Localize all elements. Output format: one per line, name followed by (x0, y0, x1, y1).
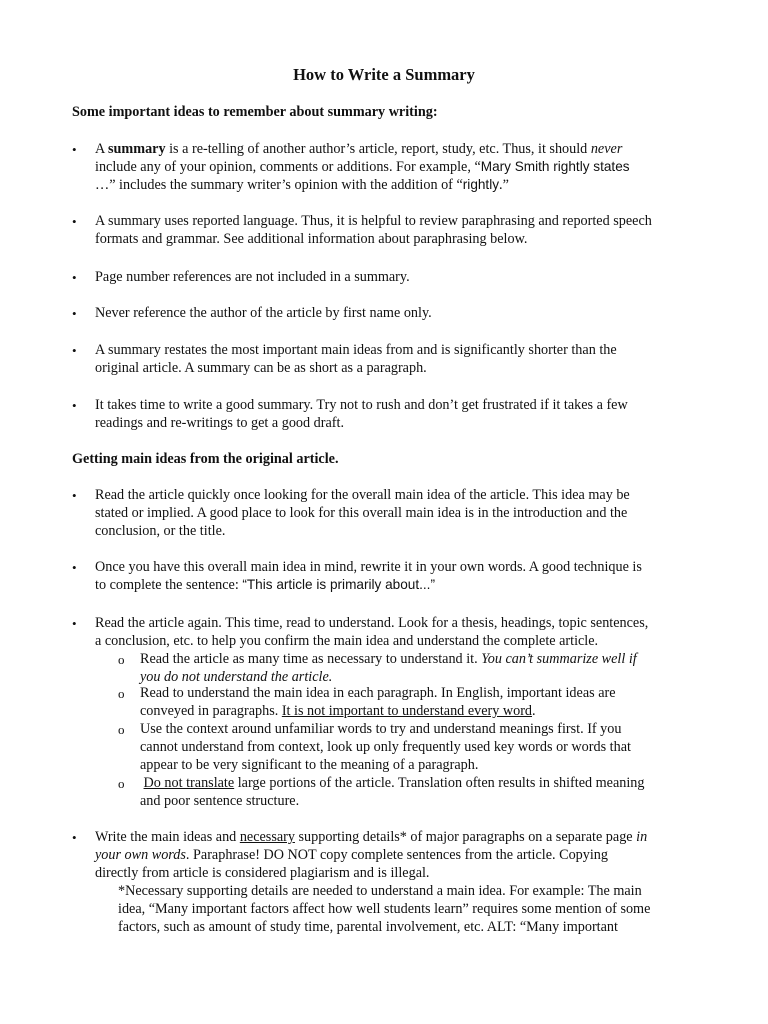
bullet-marker: • (72, 142, 77, 157)
text-line: A summary restates the most important main ideas from and is significantly shorter than the (95, 342, 617, 358)
text-line: directly from article is considered plagiarism and is illegal. (95, 865, 430, 881)
text-line: Read the article quickly once looking for the overall main idea of the article. This idea may be (95, 487, 630, 503)
text-line: your own words. Paraphrase! DO NOT copy complete sentences from the article. Copying (95, 847, 608, 863)
text-line: A summary uses reported language. Thus, it is helpful to review paraphrasing and reported speech (95, 213, 652, 229)
text-line: …” includes the summary writer’s opinion with the addition of “rightly.” (95, 177, 509, 193)
bullet-item-reported-language (95, 212, 705, 248)
supporting-details-note (118, 882, 708, 936)
text-line: Read to understand the main idea in each paragraph. In English, important ideas are (140, 685, 616, 701)
bullet-item-page-numbers: Page number references are not included in a summary. (95, 269, 410, 285)
bullet-item-summary-definition (95, 140, 705, 194)
text-line: and poor sentence structure. (140, 793, 300, 809)
text-line: stated or implied. A good place to look for this overall main idea is in the introduction and the (95, 505, 628, 521)
text-line: idea, “Many important factors affect how well students learn” requires some mention of some (118, 901, 651, 917)
text-line: Read the article as many time as necessary to understand it. You can’t summarize well if (140, 651, 637, 667)
bullet-item-restates-main-ideas (95, 341, 705, 377)
text-line: include any of your opinion, comments or additions. For example, “Mary Smith rightly states (95, 159, 630, 175)
sub-bullet-marker: o (118, 652, 125, 667)
bullet-marker: • (72, 830, 77, 845)
bullet-item-write-main-ideas (95, 828, 705, 882)
bullet-marker: • (72, 398, 77, 413)
bullet-item-read-again (95, 614, 705, 650)
text-line: conveyed in paragraphs. It is not important to understand every word. (140, 703, 536, 719)
sub-bullet-marker: o (118, 776, 125, 791)
text-line: formats and grammar. See additional information about paraphrasing below. (95, 231, 528, 247)
text-line: *Necessary supporting details are needed to understand a main idea. For example: The main (118, 883, 642, 899)
bullet-item-author-name: Never reference the author of the article by first name only. (95, 305, 432, 321)
text-line: cannot understand from context, look up only frequently used key words or words that (140, 739, 631, 755)
text-line: A summary is a re-telling of another author’s article, report, study, etc. Thus, it should never (95, 141, 623, 157)
sub-bullet-marker: o (118, 686, 125, 701)
bullet-item-rewrite-main-idea (95, 558, 705, 594)
bullet-item-read-quickly (95, 486, 705, 540)
text-line: It takes time to write a good summary. Try not to rush and don’t get frustrated if it takes a few (95, 397, 628, 413)
bullet-marker: • (72, 214, 77, 229)
text-line: original article. A summary can be as short as a paragraph. (95, 360, 427, 376)
text-line: Write the main ideas and necessary supporting details* of major paragraphs on a separate page in (95, 829, 648, 845)
page-title: How to Write a Summary (293, 65, 475, 84)
text-line: conclusion, or the title. (95, 523, 226, 539)
text-line: Do not translate large portions of the article. Translation often results in shifted meaning (143, 775, 645, 791)
bullet-marker: • (72, 488, 77, 503)
text-line: a conclusion, etc. to help you confirm the main idea and understand the complete article. (95, 633, 599, 649)
text-line: Once you have this overall main idea in mind, rewrite it in your own words. A good technique is (95, 559, 642, 575)
bullet-item-takes-time (95, 396, 705, 432)
text-line: factors, such as amount of study time, parental involvement, etc. ALT: “Many important (118, 919, 618, 935)
text-line: Use the context around unfamiliar words to try and understand meanings first. If you (140, 721, 622, 737)
bullet-marker: • (72, 270, 77, 285)
sub-bullet-marker: o (118, 722, 125, 737)
section-heading-main-ideas: Getting main ideas from the original article. (72, 451, 339, 467)
sub-item-do-not-translate (140, 774, 710, 810)
text-line: you do not understand the article. (140, 669, 333, 685)
text-line: to complete the sentence: “This article is primarily about...” (95, 577, 435, 593)
sub-item-use-context (140, 720, 710, 774)
text-line: appear to be very significant to the meaning of a paragraph. (140, 757, 479, 773)
bullet-marker: • (72, 343, 77, 358)
section-heading-summary-ideas: Some important ideas to remember about summary writing: (72, 104, 438, 120)
sub-item-read-many-times (140, 650, 710, 686)
bullet-marker: • (72, 560, 77, 575)
text-line: readings and re-writings to get a good draft. (95, 415, 344, 431)
bullet-marker: • (72, 306, 77, 321)
bullet-marker: • (72, 616, 77, 631)
text-line: Read the article again. This time, read to understand. Look for a thesis, headings, topic sentences, (95, 615, 649, 631)
sub-item-understand-paragraph (140, 684, 710, 720)
